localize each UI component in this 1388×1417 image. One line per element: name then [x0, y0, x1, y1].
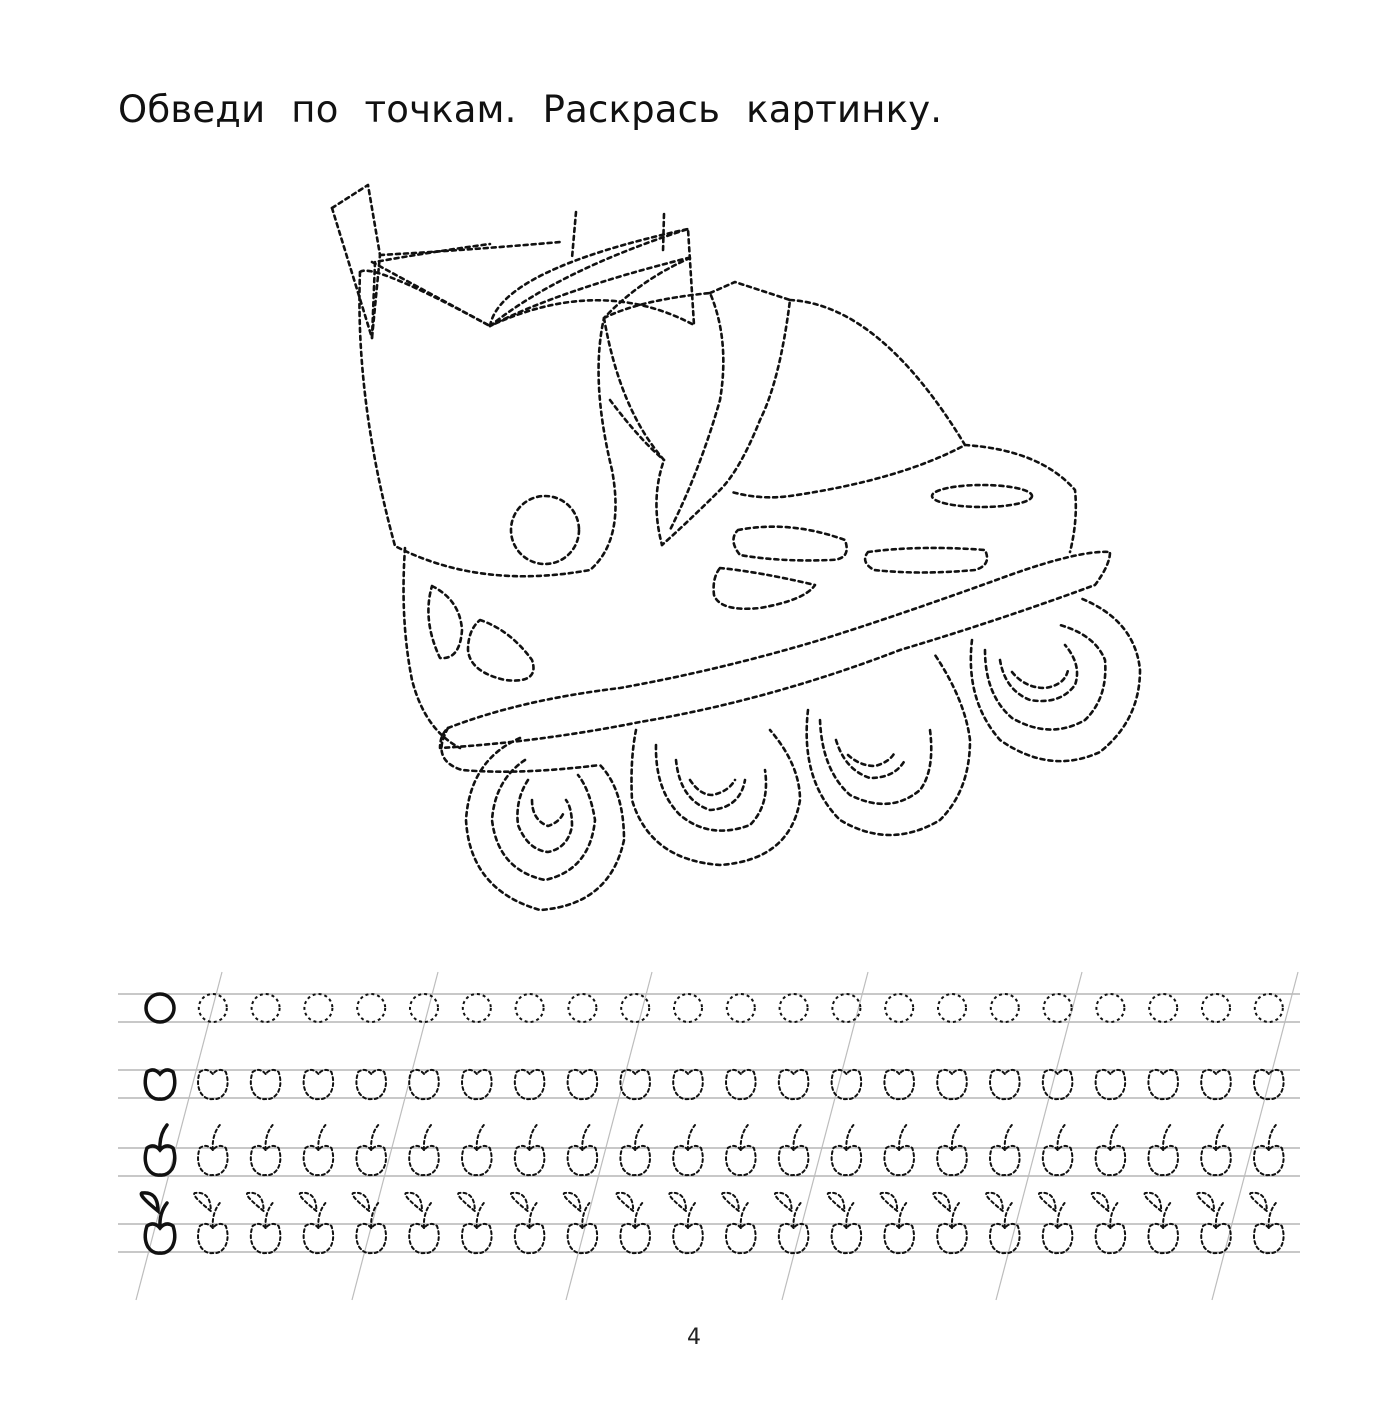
apple-with-stem-and-leaf-glyph: [1250, 1193, 1283, 1253]
apple-outline-glyph: [409, 1070, 439, 1099]
apple-with-stem-glyph: [779, 1125, 809, 1175]
apple-outline-glyph: [251, 1070, 281, 1099]
apple-outline-glyph: [673, 1070, 703, 1099]
apple-with-stem-and-leaf-glyph: [511, 1193, 544, 1253]
apple-outline-glyph: [568, 1070, 598, 1099]
apple-outline-glyph: [884, 1070, 914, 1099]
apple-with-stem-glyph: [884, 1125, 914, 1175]
page-number: 4: [687, 1325, 701, 1350]
apple-with-stem-glyph: [304, 1125, 334, 1175]
apple-with-stem-and-leaf-glyph: [669, 1193, 702, 1253]
practice-row-3: [145, 1125, 1283, 1175]
apple-with-stem-and-leaf-glyph: [1092, 1193, 1125, 1253]
apple-with-stem-and-leaf-glyph: [881, 1193, 914, 1253]
circle-glyph: [674, 994, 702, 1022]
apple-with-stem-glyph: [990, 1125, 1020, 1175]
circle-glyph: [410, 994, 438, 1022]
apple-with-stem-glyph: [620, 1125, 650, 1175]
apple-outline-glyph: [937, 1070, 967, 1099]
apple-with-stem-and-leaf-glyph: [247, 1193, 280, 1253]
apple-outline-glyph: [1096, 1070, 1126, 1099]
apple-outline-glyph: [832, 1070, 862, 1099]
apple-with-stem-glyph: [356, 1125, 386, 1175]
circle-glyph: [938, 994, 966, 1022]
apple-with-stem-glyph: [251, 1125, 281, 1175]
apple-outline-glyph: [198, 1070, 228, 1099]
apple-with-stem-glyph: [1148, 1125, 1178, 1175]
practice-row-2: [145, 1070, 1283, 1099]
apple-with-stem-and-leaf-glyph: [405, 1193, 438, 1253]
practice-rows: [141, 994, 1283, 1253]
apple-with-stem-and-leaf-glyph: [353, 1193, 386, 1253]
circle-glyph: [1255, 994, 1283, 1022]
apple-outline-glyph: [1043, 1070, 1073, 1099]
apple-outline-glyph: [1201, 1070, 1231, 1099]
apple-with-stem-glyph: [1043, 1125, 1073, 1175]
instruction-heading: Обведи по точкам. Раскрась картинку.: [118, 88, 943, 131]
skate-tracing-picture: [300, 170, 1160, 930]
apple-with-stem-glyph: [726, 1125, 756, 1175]
apple-outline-glyph: [726, 1070, 756, 1099]
apple-with-stem-and-leaf-glyph: [775, 1193, 808, 1253]
circle-glyph: [146, 994, 174, 1022]
apple-with-stem-glyph: [568, 1125, 598, 1175]
circle-glyph: [304, 994, 332, 1022]
tracing-practice-area: [0, 960, 1388, 1320]
circle-glyph: [885, 994, 913, 1022]
circle-glyph: [727, 994, 755, 1022]
apple-with-stem-and-leaf-glyph: [722, 1193, 755, 1253]
apple-with-stem-glyph: [937, 1125, 967, 1175]
apple-outline-glyph: [515, 1070, 545, 1099]
apple-with-stem-and-leaf-glyph: [986, 1193, 1019, 1253]
apple-outline-glyph: [1148, 1070, 1178, 1099]
practice-row-1: [146, 994, 1283, 1022]
circle-glyph: [516, 994, 544, 1022]
apple-outline-glyph: [304, 1070, 334, 1099]
circle-glyph: [1096, 994, 1124, 1022]
circle-glyph: [357, 994, 385, 1022]
practice-row-4: [141, 1193, 1283, 1253]
circle-glyph: [780, 994, 808, 1022]
apple-with-stem-and-leaf-glyph: [1039, 1193, 1072, 1253]
circle-glyph: [1149, 994, 1177, 1022]
apple-with-stem-glyph: [515, 1125, 545, 1175]
apple-outline-glyph: [356, 1070, 386, 1099]
apple-outline-glyph: [462, 1070, 492, 1099]
apple-with-stem-and-leaf-glyph: [141, 1193, 174, 1253]
apple-with-stem-and-leaf-glyph: [933, 1193, 966, 1253]
apple-outline-glyph: [779, 1070, 809, 1099]
circle-glyph: [991, 994, 1019, 1022]
circle-glyph: [252, 994, 280, 1022]
apple-with-stem-and-leaf-glyph: [617, 1193, 650, 1253]
apple-with-stem-glyph: [832, 1125, 862, 1175]
skate-outline: [332, 185, 1140, 910]
apple-with-stem-glyph: [1201, 1125, 1231, 1175]
apple-with-stem-glyph: [1254, 1125, 1284, 1175]
apple-with-stem-glyph: [1096, 1125, 1126, 1175]
guide-lines: [118, 994, 1300, 1252]
apple-outline-glyph: [145, 1070, 175, 1099]
apple-with-stem-and-leaf-glyph: [828, 1193, 861, 1253]
circle-glyph: [568, 994, 596, 1022]
apple-with-stem-glyph: [462, 1125, 492, 1175]
circle-glyph: [1202, 994, 1230, 1022]
apple-with-stem-glyph: [198, 1125, 228, 1175]
circle-glyph: [1044, 994, 1072, 1022]
apple-outline-glyph: [990, 1070, 1020, 1099]
apple-with-stem-and-leaf-glyph: [1197, 1193, 1230, 1253]
apple-with-stem-and-leaf-glyph: [1145, 1193, 1178, 1253]
apple-with-stem-and-leaf-glyph: [194, 1193, 227, 1253]
apple-with-stem-glyph: [673, 1125, 703, 1175]
apple-with-stem-glyph: [409, 1125, 439, 1175]
apple-with-stem-and-leaf-glyph: [300, 1193, 333, 1253]
apple-with-stem-and-leaf-glyph: [458, 1193, 491, 1253]
circle-glyph: [463, 994, 491, 1022]
